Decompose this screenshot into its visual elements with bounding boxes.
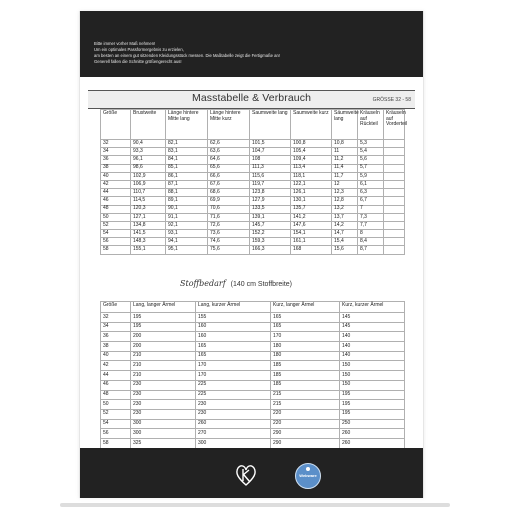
table-cell: 32 bbox=[101, 140, 131, 148]
table-cell: 230 bbox=[196, 409, 271, 419]
table-cell: 195 bbox=[131, 313, 196, 323]
table-cell: 105,4 bbox=[291, 148, 332, 156]
column-header: Länge hintere Mitte lang bbox=[166, 110, 208, 140]
table-cell: 65,6 bbox=[208, 164, 250, 172]
table-row bbox=[101, 313, 405, 323]
table-cell: 148,3 bbox=[131, 238, 166, 246]
table-cell: 56 bbox=[101, 429, 131, 439]
table-cell: 71,6 bbox=[208, 213, 250, 221]
table-cell: 160 bbox=[196, 322, 271, 332]
table-row bbox=[101, 148, 405, 156]
table-cell: 325 bbox=[131, 438, 196, 448]
table-cell: 11 bbox=[332, 148, 358, 156]
table-cell: 58 bbox=[101, 246, 131, 254]
table-cell: 101,5 bbox=[250, 140, 291, 148]
table-row bbox=[101, 371, 405, 381]
table-cell: 168 bbox=[291, 246, 332, 254]
table-cell: 13,2 bbox=[332, 205, 358, 213]
table-cell: 195 bbox=[340, 390, 405, 400]
table-cell: 120,3 bbox=[131, 205, 166, 213]
table-cell: 86,1 bbox=[166, 172, 208, 180]
table-row bbox=[101, 246, 405, 254]
table-cell: 93,3 bbox=[131, 148, 166, 156]
table-cell: 40 bbox=[101, 351, 131, 361]
fabric-header-row bbox=[101, 302, 405, 313]
table-cell: 58 bbox=[101, 438, 131, 448]
size-range-label: GRÖSSE 32 - 58 bbox=[372, 97, 411, 103]
header-band bbox=[80, 11, 423, 77]
table-cell: 83,1 bbox=[166, 148, 208, 156]
table-cell: 8 bbox=[358, 230, 384, 238]
table-cell: 54 bbox=[101, 419, 131, 429]
table-row bbox=[101, 164, 405, 172]
table-cell: 210 bbox=[131, 361, 196, 371]
table-cell: 73,6 bbox=[208, 230, 250, 238]
table-cell: 119,7 bbox=[250, 180, 291, 188]
table-row bbox=[101, 172, 405, 180]
table-cell: 111,3 bbox=[250, 164, 291, 172]
table-row bbox=[101, 189, 405, 197]
table-cell: 140 bbox=[340, 342, 405, 352]
table-cell: 7 bbox=[358, 205, 384, 213]
table-cell: 118,1 bbox=[291, 172, 332, 180]
table-row bbox=[101, 221, 405, 229]
table-cell: 12,8 bbox=[332, 197, 358, 205]
table-cell: 88,1 bbox=[166, 189, 208, 197]
table-cell: 44 bbox=[101, 371, 131, 381]
table-cell: 114,5 bbox=[131, 197, 166, 205]
table-cell: 165 bbox=[196, 351, 271, 361]
table-cell: 5,3 bbox=[358, 140, 384, 148]
brand-logo-icon bbox=[233, 462, 259, 488]
column-header: Kurz, langer Ärmel bbox=[271, 302, 340, 313]
badge-label: Webware bbox=[299, 473, 317, 478]
table-cell: 95,1 bbox=[166, 246, 208, 254]
table-cell: 200 bbox=[131, 342, 196, 352]
table-cell: 127,1 bbox=[131, 213, 166, 221]
table-cell: 102,9 bbox=[131, 172, 166, 180]
table-cell: 48 bbox=[101, 390, 131, 400]
column-header: Brustweite bbox=[131, 110, 166, 140]
table-cell bbox=[384, 213, 405, 221]
table-cell: 161,1 bbox=[291, 238, 332, 246]
table-cell: 104,7 bbox=[250, 148, 291, 156]
table-cell: 90,1 bbox=[166, 205, 208, 213]
table-cell: 5,9 bbox=[358, 172, 384, 180]
table-row bbox=[101, 400, 405, 410]
table-cell: 69,9 bbox=[208, 197, 250, 205]
table-cell: 115,6 bbox=[250, 172, 291, 180]
table-cell: 5,7 bbox=[358, 164, 384, 172]
table-cell: 220 bbox=[271, 419, 340, 429]
table-cell: 52 bbox=[101, 409, 131, 419]
title-bar bbox=[88, 90, 415, 109]
table-cell: 300 bbox=[196, 438, 271, 448]
table-cell: 185 bbox=[271, 361, 340, 371]
pattern-sheet bbox=[79, 11, 424, 498]
measurement-table bbox=[100, 109, 408, 255]
table-cell: 98,6 bbox=[131, 164, 166, 172]
table-cell: 123,8 bbox=[250, 189, 291, 197]
table-cell: 210 bbox=[131, 351, 196, 361]
table-cell bbox=[384, 205, 405, 213]
table-row bbox=[101, 409, 405, 419]
table-cell: 134,8 bbox=[131, 221, 166, 229]
table-cell: 230 bbox=[131, 380, 196, 390]
table-cell: 200 bbox=[131, 332, 196, 342]
table-cell bbox=[384, 180, 405, 188]
table-cell: 210 bbox=[131, 371, 196, 381]
table-cell: 82,1 bbox=[166, 140, 208, 148]
table-row bbox=[101, 205, 405, 213]
table-cell: 225 bbox=[196, 390, 271, 400]
fabric-table bbox=[100, 301, 405, 449]
table-cell: 220 bbox=[271, 409, 340, 419]
table-row bbox=[101, 213, 405, 221]
column-header: Saumweite kurz bbox=[291, 110, 332, 140]
table-cell: 56 bbox=[101, 238, 131, 246]
table-cell: 150 bbox=[340, 361, 405, 371]
table-cell: 180 bbox=[271, 351, 340, 361]
table-cell: 140 bbox=[340, 351, 405, 361]
table-cell: 225 bbox=[196, 380, 271, 390]
table-cell: 74,6 bbox=[208, 238, 250, 246]
fabric-heading-script: Stoffbedarf bbox=[180, 279, 226, 288]
table-cell: 34 bbox=[101, 322, 131, 332]
table-row bbox=[101, 230, 405, 238]
table-cell: 6,7 bbox=[358, 197, 384, 205]
table-cell: 155,1 bbox=[131, 246, 166, 254]
table-cell: 166,3 bbox=[250, 246, 291, 254]
table-cell: 72,6 bbox=[208, 221, 250, 229]
table-cell: 40 bbox=[101, 172, 131, 180]
table-cell: 195 bbox=[340, 409, 405, 419]
table-row bbox=[101, 351, 405, 361]
table-cell: 260 bbox=[340, 438, 405, 448]
table-cell: 150 bbox=[340, 371, 405, 381]
table-cell: 230 bbox=[131, 400, 196, 410]
table-cell: 10,8 bbox=[332, 140, 358, 148]
table-cell: 64,6 bbox=[208, 156, 250, 164]
column-header: Länge hintere Mitte kurz bbox=[208, 110, 250, 140]
table-cell: 5,6 bbox=[358, 156, 384, 164]
table-cell: 38 bbox=[101, 342, 131, 352]
table-row bbox=[101, 156, 405, 164]
table-cell: 141,2 bbox=[291, 213, 332, 221]
table-cell: 11,2 bbox=[332, 156, 358, 164]
table-cell: 215 bbox=[271, 390, 340, 400]
table-cell bbox=[384, 221, 405, 229]
table-cell: 8,7 bbox=[358, 246, 384, 254]
table-cell bbox=[384, 156, 405, 164]
table-row bbox=[101, 238, 405, 246]
webware-badge bbox=[295, 463, 321, 489]
table-row bbox=[101, 438, 405, 448]
table-cell: 140 bbox=[340, 332, 405, 342]
table-cell: 230 bbox=[131, 390, 196, 400]
table-row bbox=[101, 361, 405, 371]
intro-line: Um ein optimales Passformergebnis zu erzielen, bbox=[94, 47, 184, 52]
table-cell: 100,8 bbox=[291, 140, 332, 148]
table-cell: 145 bbox=[340, 313, 405, 323]
table-row bbox=[101, 419, 405, 429]
table-cell: 6,3 bbox=[358, 189, 384, 197]
badge-dot-icon bbox=[306, 467, 310, 471]
table-cell: 15,6 bbox=[332, 246, 358, 254]
table-cell: 91,1 bbox=[166, 213, 208, 221]
table-cell bbox=[384, 197, 405, 205]
column-header: Lang, langer Ärmel bbox=[131, 302, 196, 313]
table-cell bbox=[384, 246, 405, 254]
table-cell: 139,1 bbox=[250, 213, 291, 221]
table-cell: 87,1 bbox=[166, 180, 208, 188]
table-cell: 290 bbox=[271, 429, 340, 439]
table-cell: 159,3 bbox=[250, 238, 291, 246]
table-row bbox=[101, 390, 405, 400]
table-cell: 52 bbox=[101, 221, 131, 229]
table-cell: 160 bbox=[196, 332, 271, 342]
table-cell bbox=[384, 172, 405, 180]
table-cell: 270 bbox=[196, 429, 271, 439]
column-header: Kurz, kurzer Ärmel bbox=[340, 302, 405, 313]
table-cell: 7,7 bbox=[358, 221, 384, 229]
table-cell: 14,2 bbox=[332, 221, 358, 229]
table-cell bbox=[384, 164, 405, 172]
column-header: Größe bbox=[101, 302, 131, 313]
table-cell: 38 bbox=[101, 164, 131, 172]
intro-line: am besten an einem gut sitzenden Kleidungsstück messen. Die Maßtabelle zeigt die Fertigmaße an! bbox=[94, 53, 280, 58]
page-title: Masstabelle & Verbrauch bbox=[191, 92, 312, 104]
table-cell: 85,1 bbox=[166, 164, 208, 172]
table-cell: 34 bbox=[101, 148, 131, 156]
table-cell: 185 bbox=[271, 380, 340, 390]
table-cell: 5,4 bbox=[358, 148, 384, 156]
table-cell: 300 bbox=[131, 419, 196, 429]
table-cell: 6,1 bbox=[358, 180, 384, 188]
table-cell: 141,5 bbox=[131, 230, 166, 238]
table-cell: 7,3 bbox=[358, 213, 384, 221]
table-cell: 15,4 bbox=[332, 238, 358, 246]
table-cell: 195 bbox=[340, 400, 405, 410]
table-cell bbox=[384, 148, 405, 156]
table-cell: 230 bbox=[131, 409, 196, 419]
table-cell: 133,5 bbox=[250, 205, 291, 213]
table-cell: 14,7 bbox=[332, 230, 358, 238]
table-cell: 152,2 bbox=[250, 230, 291, 238]
table-cell: 84,1 bbox=[166, 156, 208, 164]
column-header: Kräuseln auf Rückteil bbox=[358, 110, 384, 140]
intro-text bbox=[94, 41, 414, 65]
table-cell: 170 bbox=[196, 361, 271, 371]
table-cell: 94,1 bbox=[166, 238, 208, 246]
table-cell: 165 bbox=[271, 322, 340, 332]
column-header: Saumweite lang bbox=[250, 110, 291, 140]
table-cell: 96,1 bbox=[131, 156, 166, 164]
table-cell: 130,1 bbox=[291, 197, 332, 205]
table-cell: 50 bbox=[101, 400, 131, 410]
table-cell: 113,4 bbox=[291, 164, 332, 172]
table-cell: 165 bbox=[271, 313, 340, 323]
table-cell: 300 bbox=[131, 429, 196, 439]
table-cell: 66,6 bbox=[208, 172, 250, 180]
table-row bbox=[101, 322, 405, 332]
table-cell: 68,6 bbox=[208, 189, 250, 197]
table-row bbox=[101, 140, 405, 148]
table-cell bbox=[384, 238, 405, 246]
table-cell: 195 bbox=[131, 322, 196, 332]
table-cell: 260 bbox=[340, 429, 405, 439]
table-cell: 62,6 bbox=[208, 140, 250, 148]
fabric-heading bbox=[180, 279, 292, 288]
table-cell bbox=[384, 189, 405, 197]
fabric-heading-note: (140 cm Stoffbreite) bbox=[230, 281, 293, 288]
table-cell: 109,4 bbox=[291, 156, 332, 164]
table-cell: 13,7 bbox=[332, 213, 358, 221]
table-row bbox=[101, 429, 405, 439]
table-cell: 93,1 bbox=[166, 230, 208, 238]
table-cell: 42 bbox=[101, 180, 131, 188]
table-cell: 90,4 bbox=[131, 140, 166, 148]
table-cell: 89,1 bbox=[166, 197, 208, 205]
table-cell: 75,6 bbox=[208, 246, 250, 254]
table-cell: 54 bbox=[101, 230, 131, 238]
table-cell: 126,1 bbox=[291, 189, 332, 197]
table-row bbox=[101, 180, 405, 188]
table-cell: 145,7 bbox=[250, 221, 291, 229]
table-cell: 46 bbox=[101, 197, 131, 205]
table-cell: 110,7 bbox=[131, 189, 166, 197]
table-cell: 36 bbox=[101, 156, 131, 164]
table-cell: 12,3 bbox=[332, 189, 358, 197]
table-cell: 11,7 bbox=[332, 172, 358, 180]
column-header: Lang, kurzer Ärmel bbox=[196, 302, 271, 313]
table-cell: 185 bbox=[271, 371, 340, 381]
table-cell: 70,6 bbox=[208, 205, 250, 213]
table-cell: 127,9 bbox=[250, 197, 291, 205]
table-cell: 260 bbox=[196, 419, 271, 429]
table-cell: 230 bbox=[196, 400, 271, 410]
table-cell: 67,6 bbox=[208, 180, 250, 188]
table-row bbox=[101, 332, 405, 342]
table-cell: 145 bbox=[340, 322, 405, 332]
table-cell: 44 bbox=[101, 189, 131, 197]
blurred-footer-text bbox=[60, 503, 450, 507]
table-cell: 180 bbox=[271, 342, 340, 352]
intro-line: Generell fallen die Schnitte größengerecht aus! bbox=[94, 59, 182, 64]
table-cell: 36 bbox=[101, 332, 131, 342]
table-cell: 106,9 bbox=[131, 180, 166, 188]
table-cell: 170 bbox=[196, 371, 271, 381]
intro-line: Bitte immer vorher Maß nehmen! bbox=[94, 41, 156, 46]
table-cell: 122,1 bbox=[291, 180, 332, 188]
table-cell: 108 bbox=[250, 156, 291, 164]
table-cell: 42 bbox=[101, 361, 131, 371]
table-cell: 215 bbox=[271, 400, 340, 410]
table-cell: 92,1 bbox=[166, 221, 208, 229]
table-cell: 165 bbox=[196, 342, 271, 352]
table-cell bbox=[384, 140, 405, 148]
table-cell: 32 bbox=[101, 313, 131, 323]
measurement-header-row bbox=[101, 110, 405, 140]
table-row bbox=[101, 342, 405, 352]
table-cell: 46 bbox=[101, 380, 131, 390]
table-cell: 250 bbox=[340, 419, 405, 429]
column-header: Größe bbox=[101, 110, 131, 140]
column-header: Kräuseln auf Vorderteil bbox=[384, 110, 405, 140]
table-cell: 155 bbox=[196, 313, 271, 323]
table-cell: 290 bbox=[271, 438, 340, 448]
column-header: Säumweite lang bbox=[332, 110, 358, 140]
table-cell: 12 bbox=[332, 180, 358, 188]
table-cell: 48 bbox=[101, 205, 131, 213]
table-cell: 63,6 bbox=[208, 148, 250, 156]
table-row bbox=[101, 197, 405, 205]
table-cell: 154,1 bbox=[291, 230, 332, 238]
table-cell: 50 bbox=[101, 213, 131, 221]
table-cell: 8,4 bbox=[358, 238, 384, 246]
table-cell: 170 bbox=[271, 332, 340, 342]
table-cell: 150 bbox=[340, 380, 405, 390]
table-cell: 147,6 bbox=[291, 221, 332, 229]
table-row bbox=[101, 380, 405, 390]
table-cell bbox=[384, 230, 405, 238]
table-cell: 135,7 bbox=[291, 205, 332, 213]
table-cell: 11,4 bbox=[332, 164, 358, 172]
